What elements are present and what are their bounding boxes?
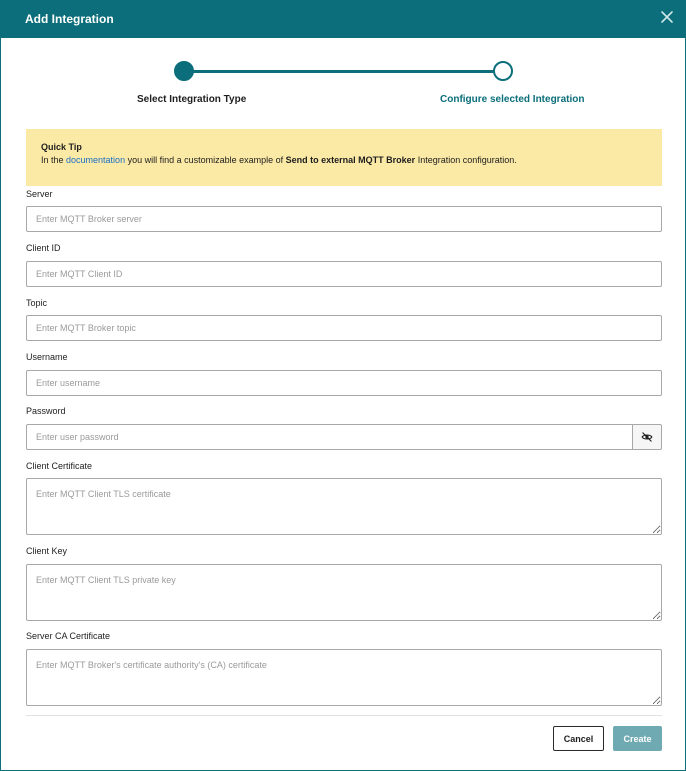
eye-slash-icon[interactable]	[633, 424, 662, 450]
topic-input[interactable]	[26, 315, 662, 341]
modal-title: Add Integration	[25, 12, 114, 26]
client-certificate-label: Client Certificate	[26, 461, 93, 471]
tip-text-middle: you will find a customizable example of	[125, 155, 286, 165]
client-id-label: Client ID	[26, 243, 61, 253]
password-input[interactable]	[26, 424, 633, 450]
server-ca-certificate-textarea[interactable]	[26, 649, 662, 706]
client-key-label: Client Key	[26, 546, 68, 556]
client-certificate-textarea[interactable]	[26, 478, 662, 535]
client-id-input[interactable]	[26, 261, 662, 287]
documentation-link[interactable]: documentation	[66, 155, 126, 165]
quick-tip-title: Quick Tip	[41, 142, 82, 152]
modal-header	[1, 1, 685, 38]
step-1-label[interactable]: Select Integration Type	[137, 94, 247, 105]
client-key-textarea[interactable]	[26, 564, 662, 621]
create-button[interactable]: Create	[613, 726, 662, 751]
topic-label: Topic	[26, 298, 48, 308]
quick-tip-text	[41, 154, 647, 167]
server-input[interactable]	[26, 206, 662, 232]
quick-tip-banner	[26, 129, 662, 186]
stepper	[1, 61, 686, 111]
cancel-button[interactable]: Cancel	[553, 726, 604, 751]
tip-integration-name: Send to external MQTT Broker	[285, 155, 416, 165]
tip-text-after: Integration configuration.	[415, 155, 517, 165]
footer-divider	[26, 715, 662, 716]
tip-text-before: In the	[41, 155, 67, 165]
step-2-label: Configure selected Integration	[440, 94, 585, 105]
server-ca-certificate-label: Server CA Certificate	[26, 631, 111, 641]
server-label: Server	[26, 189, 53, 199]
step-1-indicator[interactable]	[174, 61, 194, 81]
username-input[interactable]	[26, 370, 662, 396]
username-label: Username	[26, 352, 68, 362]
stepper-connector	[185, 70, 503, 73]
close-icon[interactable]	[658, 8, 676, 26]
password-label: Password	[26, 406, 66, 416]
step-2-indicator	[493, 61, 513, 81]
